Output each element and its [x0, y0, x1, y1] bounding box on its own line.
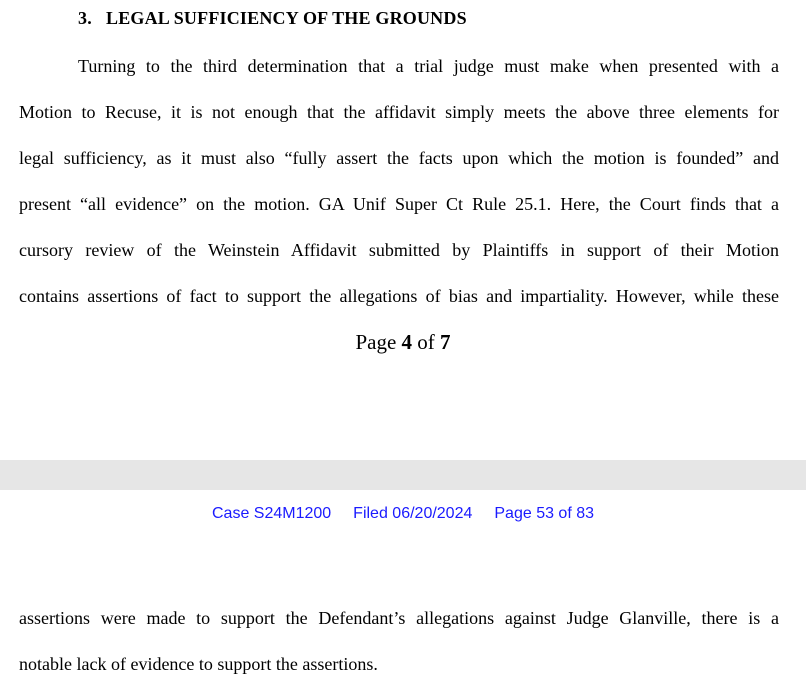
paragraph-line: Turning to the third determination that a trial judge must make when presented with a: [78, 56, 779, 76]
stamp-case-number: Case S24M1200: [211, 505, 332, 522]
page-number-current: 4: [401, 330, 413, 354]
page-number: [0, 330, 806, 355]
stamp-page-count: Page 53 of 83: [494, 505, 595, 522]
page-number-total: 7: [440, 330, 451, 354]
paragraph-line: legal sufficiency, as it must also “fully assert the facts upon which the motion is founded” and: [19, 148, 779, 168]
section-title: LEGAL SUFFICIENCY OF THE GROUNDS: [106, 8, 467, 28]
page-number-middle: of: [412, 330, 441, 354]
page-separator: [0, 460, 806, 490]
paragraph-line: contains assertions of fact to support the allegations of bias and impartiality. However, while these: [19, 286, 779, 306]
paragraph-line: cursory review of the Weinstein Affidavit submitted by Plaintiffs in support of their Motion: [19, 240, 779, 260]
body-paragraph-1: [19, 43, 779, 319]
paragraph-line: present “all evidence” on the motion. GA Unif Super Ct Rule 25.1. Here, the Court finds that a: [19, 194, 779, 214]
paragraph-line: notable lack of evidence to support the assertions.: [19, 654, 378, 674]
paragraph-line: Motion to Recuse, it is not enough that the affidavit simply meets the above three elements for: [19, 102, 779, 122]
body-paragraph-2: [19, 595, 779, 681]
page-number-prefix: Page: [355, 330, 402, 354]
stamp-filed-date: Filed 06/20/2024: [353, 505, 473, 522]
paragraph-line: assertions were made to support the Defendant’s allegations against Judge Glanville, there is a: [19, 608, 779, 628]
section-number: 3.: [78, 8, 92, 28]
section-heading: [78, 8, 467, 29]
filing-stamp: [0, 505, 806, 523]
